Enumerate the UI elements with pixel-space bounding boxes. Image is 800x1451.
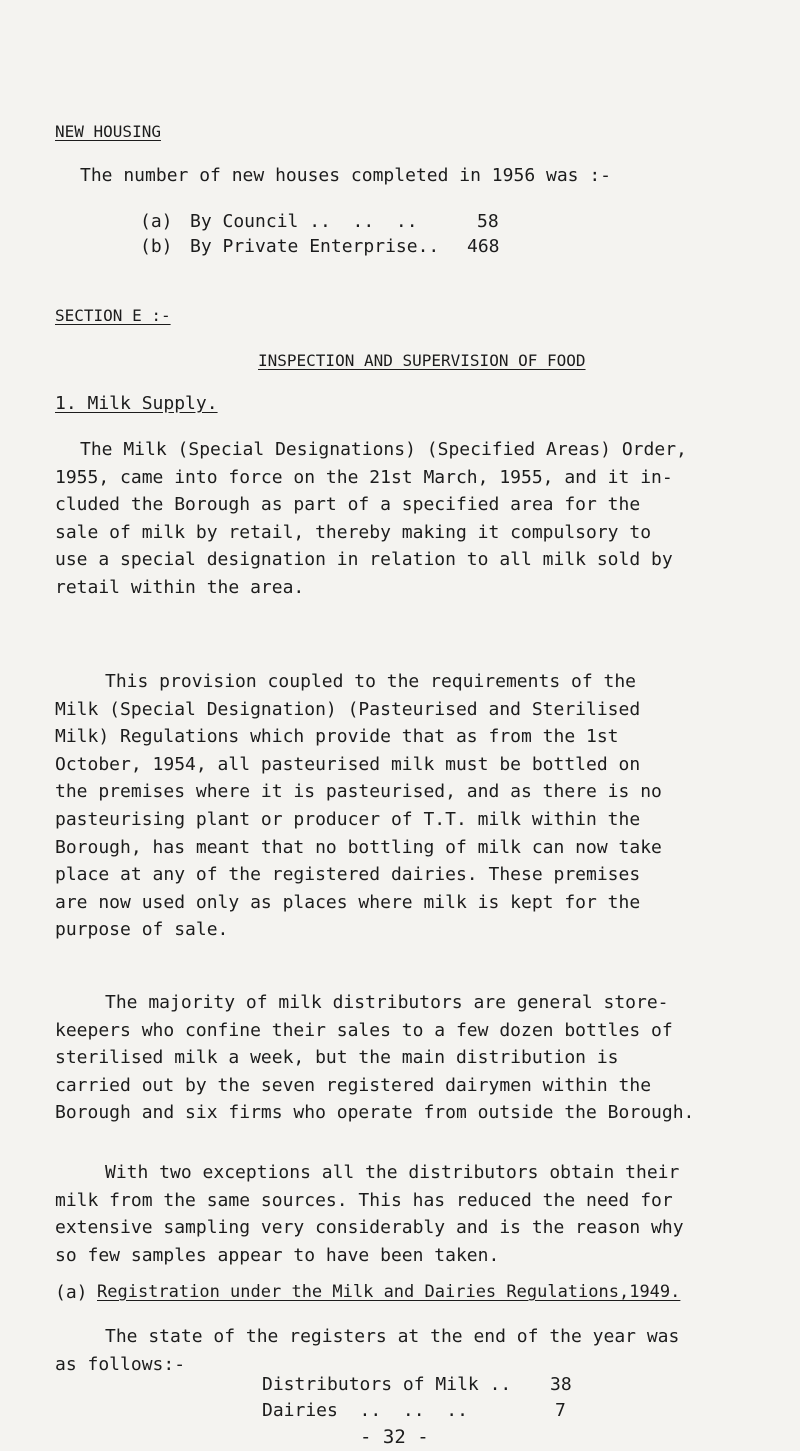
register-item-label: Distributors of Milk .. [262,1374,512,1395]
housing-item-value: 58 [477,211,499,232]
register-item-value: 7 [555,1400,566,1421]
text-line: extensive sampling very considerably and is the reason why [55,1217,684,1239]
text-line: The majority of milk distributors are general store- [105,992,669,1013]
text-line: October, 1954, all pasteurised milk must be bottled on [55,753,641,775]
housing-item-marker: (b) [140,236,173,257]
text-line: The Milk (Special Designations) (Specified Areas) Order, [80,439,687,460]
register-item-label: Dairies .. .. .. [262,1400,468,1421]
text-line: the premises where it is pasteurised, and as there is no [55,781,662,803]
paragraph-milk-order [55,436,768,602]
text-line: sale of milk by retail, thereby making it compulsory to [55,521,652,543]
text-line: Milk) Regulations which provide that as from the 1st [55,726,619,748]
text-line: place at any of the registered dairies. These premises [55,864,641,886]
text-line: carried out by the seven registered dairymen within the [55,1074,652,1096]
text-line: pasteurising plant or producer of T.T. milk within the [55,808,641,830]
text-line: sterilised milk a week, but the main distribution is [55,1047,619,1069]
housing-intro: The number of new houses completed in 1956 was :- [80,165,612,186]
paragraph-sources [55,1159,768,1269]
subsection-heading: 1. Milk Supply. [55,393,218,414]
heading-new-housing: NEW HOUSING [55,122,161,141]
page-number: - 32 - [360,1426,429,1448]
text-line: so few samples appear to have been taken. [55,1244,500,1266]
text-line: as follows:- [55,1353,186,1375]
text-line: 1955, came into force on the 21st March, 1955, and it in- [55,466,673,488]
housing-item-value: 468 [467,236,500,257]
register-item-value: 38 [550,1374,572,1395]
text-line: use a special designation in relation to all milk sold by [55,549,673,571]
text-line: purpose of sale. [55,919,229,941]
text-line: cluded the Borough as part of a specified area for the [55,494,641,516]
registration-heading: Registration under the Milk and Dairies Regulations,1949. [97,1282,681,1302]
text-line: Borough and six firms who operate from outside the Borough. [55,1102,695,1124]
text-line: Milk (Special Designation) (Pasteurised and Sterilised [55,698,641,720]
text-line: The state of the registers at the end of the year was [105,1326,680,1347]
text-line: This provision coupled to the requirements of the [105,671,637,692]
housing-item-label: By Private Enterprise.. [190,236,440,257]
text-line: Borough, has meant that no bottling of milk can now take [55,836,662,858]
paragraph-distributors [55,989,768,1127]
text-line: keepers who confine their sales to a few dozen bottles of [55,1019,673,1041]
registration-marker: (a) [55,1282,88,1303]
section-heading: SECTION E :- [55,306,171,325]
text-line: With two exceptions all the distributors obtain their [105,1162,680,1183]
housing-item-label: By Council .. .. .. [190,211,418,232]
paragraph-registers-intro [55,1323,768,1378]
paragraph-provision [55,668,768,944]
text-line: are now used only as places where milk is kept for the [55,891,641,913]
text-line: retail within the area. [55,576,305,598]
section-title: INSPECTION AND SUPERVISION OF FOOD [258,351,586,370]
housing-item-marker: (a) [140,211,173,232]
text-line: milk from the same sources. This has reduced the need for [55,1189,673,1211]
